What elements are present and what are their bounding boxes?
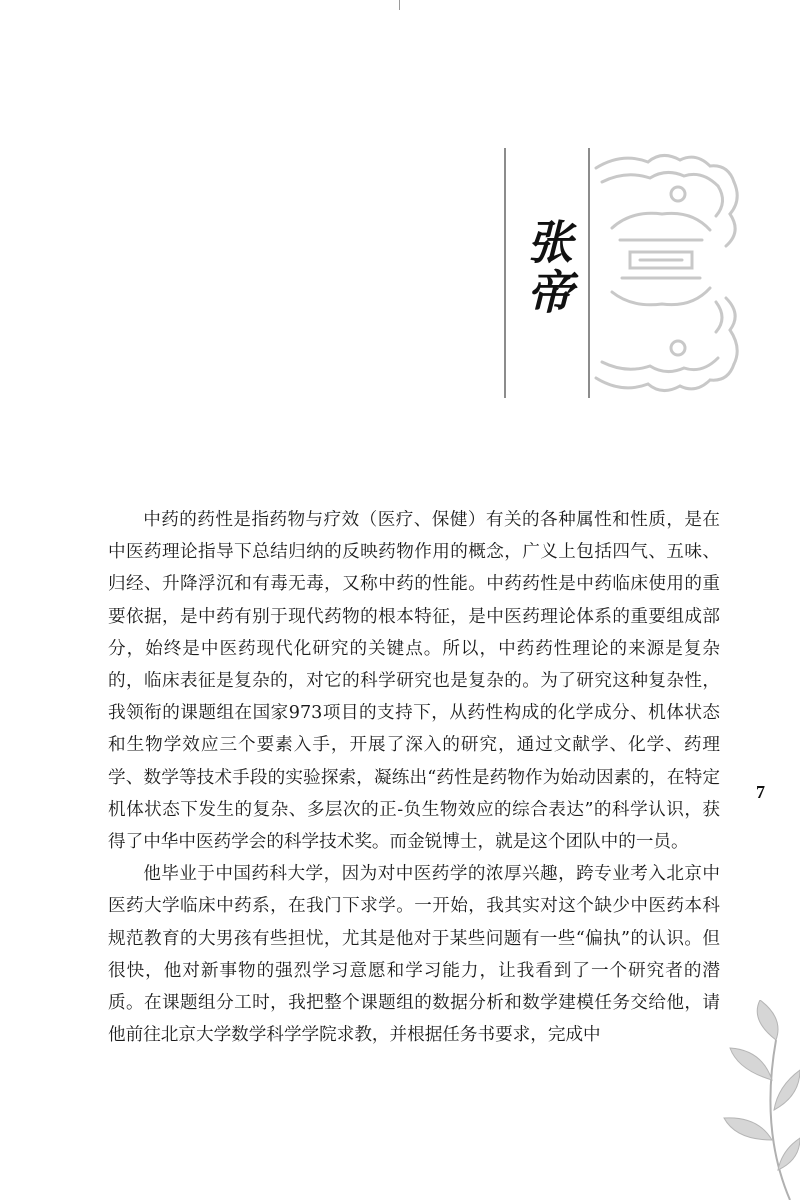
chapter-header [496, 148, 746, 398]
cloud-scroll-ornament-icon [592, 148, 742, 398]
header-rule-left [504, 148, 506, 398]
leaf-branch-icon [720, 1000, 800, 1200]
top-tick-mark [399, 0, 400, 10]
author-name-title: 张帝 [520, 218, 574, 318]
page-number: 7 [756, 782, 765, 802]
header-rule-right [588, 148, 590, 398]
paragraph-2: 他毕业于中国药科大学，因为对中医药学的浓厚兴趣，跨专业考入北京中医药大学临床中药系，在我门下求学。一开始，我其实对这个缺少中医药本科规范教育的大男孩有些担忧，尤其是他对于某些问题有一些“偏执”的认识。但很快，他对新事物的强烈学习意愿和学习能力，让我看到了一个研究者的潜质。在课题组分工时，我把整个课题组的数据分析和数学建模任务交给他，请他前往北京大学数学科学学院求教，并根据任务书要求，完成中 [108, 864, 720, 1046]
body-text [108, 504, 720, 1051]
paragraph-1: 中药的药性是指药物与疗效（医疗、保健）有关的各种属性和性质，是在中医药理论指导下总结归纳的反映药物作用的概念，广义上包括四气、五味、归经、升降浮沉和有毒无毒，又称中药的性能。中药药性是中药临床使用的重要依据，是中药有别于现代药物的根本特征，是中医药理论体系的重要组成部分，始终是中医药现代化研究的关键点。所以，中药药性理论的来源是复杂的，临床表征是复杂的，对它的科学研究也是复杂的。为了研究这种复杂性，我领衔的课题组在国家973项目的支持下，从药性构成的化学成分、机体状态和生物学效应三个要素入手，开展了深入的研究，通过文献学、化学、药理学、数学等技术手段的实验探索，凝练出“药性是药物作为始动因素的，在特定机体状态下发生的复杂、多层次的正-负生物效应的综合表达”的科学认识，获得了中华中医药学会的科学技术奖。而金锐博士，就是这个团队中的一员。 [108, 510, 720, 853]
